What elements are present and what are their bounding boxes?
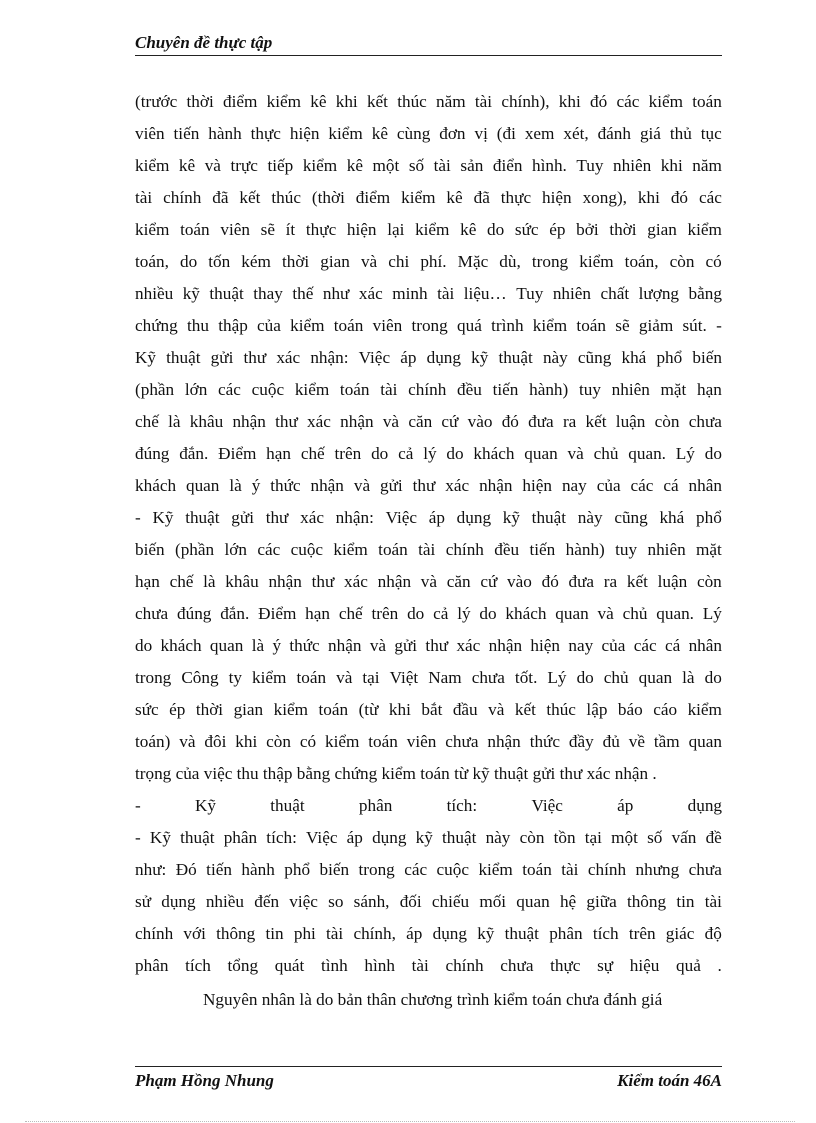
text-line: sức ép thời gian kiểm toán (từ khi bắt đầu và kết thúc lập báo cáo kiểm bbox=[135, 700, 722, 719]
text-line: chứng thu thập của kiểm toán viên trong quá trình kiểm toán sẽ giảm sút. - bbox=[135, 316, 722, 335]
text-line: tài chính đã kết thúc (thời điểm kiểm kê đã thực hiện xong), khi đó các bbox=[135, 188, 722, 207]
text-line: phân tích tổng quát tình hình tài chính chưa thực sự hiệu quả . bbox=[135, 956, 722, 975]
page-footer bbox=[135, 1070, 722, 1092]
text-line: Nguyên nhân là do bản thân chương trình kiểm toán chưa đánh giá bbox=[203, 990, 663, 1009]
text-line: biến (phần lớn các cuộc kiểm toán tài chính đều tiến hành) tuy nhiên mặt bbox=[135, 540, 722, 559]
footer-divider bbox=[135, 1066, 722, 1067]
text-line: chế là khâu nhận thư xác nhận và căn cứ vào đó đưa ra kết luận còn chưa bbox=[135, 412, 722, 431]
text-line: như: Đó tiến hành phổ biến trong các cuộc kiểm toán tài chính nhưng chưa bbox=[135, 860, 722, 879]
text-line: kiểm kê và trực tiếp kiểm kê một số tài sản điển hình. Tuy nhiên khi năm bbox=[135, 156, 722, 175]
text-line: - Kỹ thuật phân tích: Việc áp dụng bbox=[135, 796, 722, 815]
text-line: kiểm toán viên sẽ ít thực hiện lại kiểm kê do sức ép bởi thời gian kiểm bbox=[135, 220, 722, 239]
text-line: (trước thời điểm kiểm kê khi kết thúc năm tài chính), khi đó các kiểm toán bbox=[135, 92, 722, 111]
text-line: do khách quan là ý thức nhận và gửi thư xác nhận hiện nay của các cá nhân bbox=[135, 636, 722, 655]
text-line: - Kỹ thuật phân tích: Việc áp dụng kỹ thuật này còn tồn tại một số vấn đề bbox=[135, 828, 722, 847]
text-line: chưa đúng đắn. Điểm hạn chế trên do cả lý do khách quan và chủ quan. Lý bbox=[135, 604, 722, 623]
text-line: hạn chế là khâu nhận thư xác nhận và căn cứ vào đó đưa ra kết luận còn bbox=[135, 572, 722, 591]
text-line: trong Công ty kiểm toán và tại Việt Nam chưa tốt. Lý do chủ quan là do bbox=[135, 668, 722, 687]
text-line: toán, do tốn kém thời gian và chi phí. Mặc dù, trong kiểm toán, còn có bbox=[135, 252, 722, 271]
text-line: đúng đắn. Điểm hạn chế trên do cả lý do khách quan và chủ quan. Lý do bbox=[135, 444, 722, 463]
header-divider bbox=[135, 55, 722, 56]
text-line: trọng của việc thu thập bằng chứng kiểm toán từ kỹ thuật gửi thư xác nhận . bbox=[135, 764, 657, 783]
text-line: - Kỹ thuật gửi thư xác nhận: Việc áp dụng kỹ thuật này cũng khá phổ bbox=[135, 508, 722, 527]
footer-author: Phạm Hồng Nhung bbox=[135, 1071, 274, 1090]
text-line: (phần lớn các cuộc kiểm toán tài chính đều tiến hành) tuy nhiên mặt hạn bbox=[135, 380, 722, 399]
text-line: sử dụng nhiều đến việc so sánh, đối chiếu mối quan hệ giữa thông tin tài bbox=[135, 892, 722, 911]
page-header bbox=[135, 32, 722, 54]
text-line: nhiều kỹ thuật thay thế như xác minh tài liệu… Tuy nhiên chất lượng bằng bbox=[135, 284, 722, 303]
text-line: viên tiến hành thực hiện kiểm kê cùng đơn vị (đi xem xét, đánh giá thủ tục bbox=[135, 124, 722, 143]
header-title: Chuyên đề thực tập bbox=[135, 33, 273, 52]
page-edge bbox=[25, 1121, 795, 1122]
text-line: chính với thông tin phi tài chính, áp dụng kỹ thuật phân tích trên giác độ bbox=[135, 924, 722, 943]
text-line: toán) và đôi khi còn có kiểm toán viên chưa nhận thức đầy đủ về tầm quan bbox=[135, 732, 722, 751]
text-line: khách quan là ý thức nhận và gửi thư xác nhận hiện nay của các cá nhân bbox=[135, 476, 722, 495]
text-line: Kỹ thuật gửi thư xác nhận: Việc áp dụng kỹ thuật này cũng khá phổ biến bbox=[135, 348, 722, 367]
footer-class: Kiểm toán 46A bbox=[617, 1071, 722, 1090]
